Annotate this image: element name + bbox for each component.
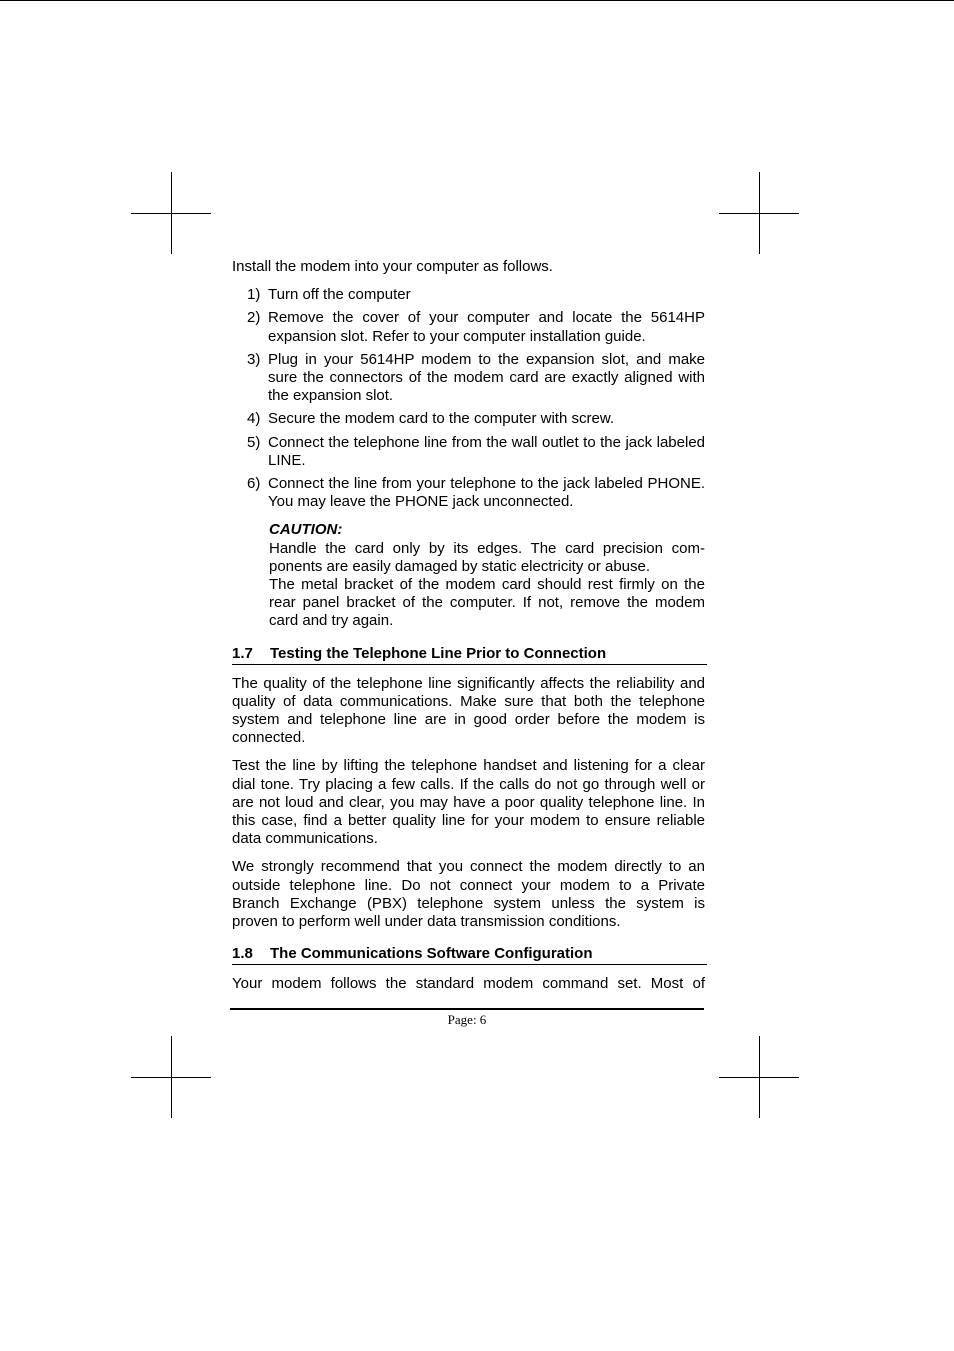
list-item: 2) Remove the cover of your computer and locate the 5614HP expansion slot. Refer to your computer installation guide.	[247, 309, 705, 345]
section-number: 1.8	[232, 945, 253, 963]
body-paragraph: Your modem follows the standard modem command set. Most of	[232, 975, 705, 993]
section-heading-1-7	[232, 645, 707, 665]
crop-mark-top-left-horizontal	[131, 213, 211, 214]
section-heading-1-8	[232, 945, 707, 965]
section-title: Testing the Telephone Line Prior to Connection	[270, 644, 607, 662]
list-item: 5) Connect the telephone line from the wall outlet to the jack labeled LINE.	[247, 433, 705, 469]
intro-text: Install the modem into your computer as follows.	[232, 258, 553, 275]
list-item: 1) Turn off the computer	[247, 286, 411, 304]
list-item: 3) Plug in your 5614HP modem to the expansion slot, and make sure the connectors of the modem card are exactly aligned with the expansion slot.	[247, 350, 705, 405]
section-number: 1.7	[232, 644, 253, 662]
caution-title: CAUTION:	[269, 521, 343, 539]
caution-box	[269, 521, 705, 630]
crop-mark-bottom-left-horizontal	[131, 1077, 211, 1078]
list-item: 4) Secure the modem card to the computer with screw.	[247, 410, 614, 428]
caution-paragraph: The metal bracket of the modem card should rest firmly on the rear panel bracket of the computer. If not, remove the modem card and try again.	[269, 576, 705, 630]
installation-steps	[247, 286, 705, 511]
crop-mark-top-right-horizontal	[719, 213, 799, 214]
crop-mark-bottom-right-horizontal	[719, 1077, 799, 1078]
body-paragraph: The quality of the telephone line significantly affects the reliability and quality of data communications. Make sure that both the telephone system and telephone line are in good order before the modem is connected.	[232, 674, 705, 747]
top-edge-rule	[0, 0, 954, 1]
caution-paragraph: Handle the card only by its edges. The card precision com-ponents are easily damaged by static electricity or abuse.	[269, 539, 705, 575]
section-title: The Communications Software Configuration	[270, 945, 593, 963]
body-paragraph: Test the line by lifting the telephone handset and listening for a clear dial tone. Try placing a few calls. If the calls do not go through well or are not loud and clear, you may have a poor quality telephone line. In this case, find a better quality line for your modem to ensure reliable data communications.	[232, 757, 705, 848]
page-number: Page: 6	[447, 1012, 487, 1027]
list-item: 6) Connect the line from your telephone to the jack labeled PHONE. You may leave the PHONE jack unconnected.	[247, 475, 705, 511]
page-content	[232, 258, 705, 994]
body-paragraph: We strongly recommend that you connect the modem directly to an outside telephone line. Do not connect your modem to a Private Branch Exchange (PBX) telephone system unless the system is proven to perform well under data transmission conditions.	[232, 858, 705, 931]
footer-rule	[230, 1008, 704, 1010]
